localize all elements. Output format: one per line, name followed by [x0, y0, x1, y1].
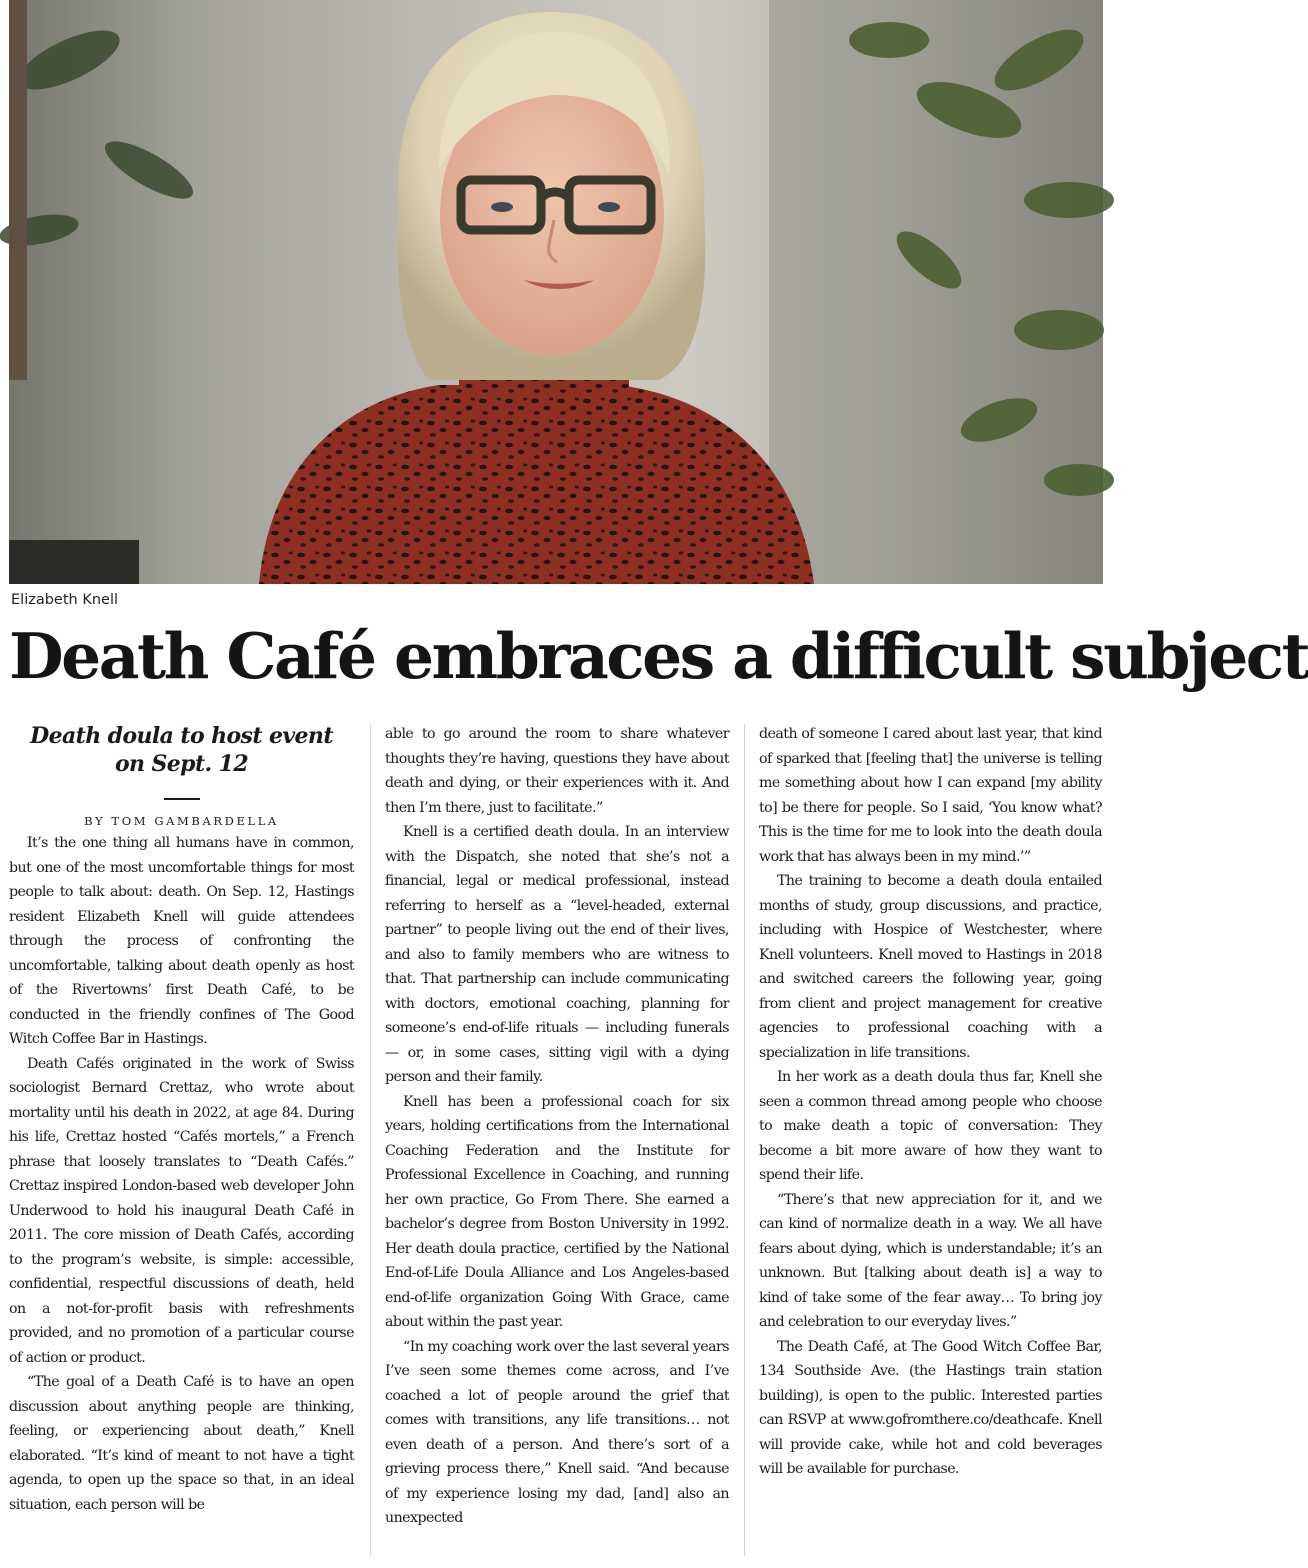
byline: BY TOM GAMBARDELLA: [84, 814, 279, 828]
article-paragraph: Knell is a certified death doula. In an interview with the Dispatch, she noted that she’s not a financial, legal or medical professional, instead referring to herself as a “level-headed, external partner” to people living out the end of their lives, and also to family members who are witness to that. That partnership can include communicating with doctors, emotional coaching, planning for someone’s end-of-life rituals — including funerals — or, in some cases, sitting vigil with a dying person and their family.: [385, 824, 729, 1085]
column-divider: [370, 724, 371, 1556]
article-column-2: [385, 722, 729, 1531]
article-paragraph: able to go around the room to share whatever thoughts they’re having, questions they have about death and dying, or their experiences with it. And then I’m there, just to facilitate.”: [385, 726, 729, 816]
portrait-illustration: [9, 0, 1103, 584]
article-column-1: [9, 722, 354, 1517]
article-paragraph: The training to become a death doula entailed months of study, group discussions, and practice, including with Hospice of Westchester, where Knell volunteers. Knell moved to Hastings in 2018 and switched careers the following year, going from client and project management for creative agencies to professional coaching with a specialization in life transitions.: [759, 873, 1102, 1061]
article-paragraph: It’s the one thing all humans have in common, but one of the most uncomfortable things for most people to talk about: death. On Sep. 12, Hastings resident Elizabeth Knell will guide attendees through the process of confronting the uncomfortable, talking about death openly as host of the Rivertowns’ first Death Café, to be conducted in the friendly confines of The Good Witch Coffee Bar in Hastings.: [9, 835, 354, 1047]
article-paragraph: Death Cafés originated in the work of Swiss sociologist Bernard Crettaz, who wrote about mortality until his death in 2022, at age 84. During his life, Crettaz hosted “Cafés mortels,” a French phrase that loosely translates to “Death Cafés.” Crettaz inspired London-based web developer John Underwood to hold his inaugural Death Café in 2011. The core mission of Death Cafés, according to the program’s website, is simple: accessible, confidential, respectful discussions of death, held on a not-for-profit basis with refreshments provided, and no promotion of a particular course of action or product.: [9, 1055, 354, 1366]
article-paragraph: Knell has been a professional coach for six years, holding certifications from the International Coaching Federation and the Institute for Professional Excellence in Coaching, and running her own practice, Go From There. She earned a bachelor’s degree from Boston University in 1992. Her death doula practice, certified by the National End-of-Life Doula Alliance and Los Angeles-based end-of-life organization Going With Grace, came about within the past year.: [385, 1093, 729, 1330]
article-paragraph: In her work as a death doula thus far, Knell she seen a common thread among people who choose to make death a topic of conversation: They become a bit more aware of how they want to spend their life.: [759, 1069, 1102, 1183]
deck-subheadline: Death doula to host event on Sept. 12: [30, 723, 333, 777]
headline: Death Café embraces a difficult subject: [9, 619, 1308, 693]
article-paragraph: death of someone I cared about last year, that kind of sparked that [feeling that] the universe is telling me something about how I can expand [my ability to] be there for people. So I said, ‘You know what? This is the time for me to look into the death doula work that has always been in my mind.’”: [759, 726, 1102, 865]
divider: [164, 798, 200, 800]
photo-caption: Elizabeth Knell: [11, 592, 119, 608]
column-divider: [744, 724, 745, 1556]
portrait-photo: [9, 0, 1103, 584]
article-column-3: [759, 722, 1102, 1482]
article-paragraph: “In my coaching work over the last several years I’ve seen some themes come across, and I’ve coached a lot of people around the grief that comes with transitions, any life transitions… not even death of a person. And there’s sort of a grieving process there,” Knell said. “And because of my experience losing my dad, [and] also an unexpected: [385, 1338, 729, 1526]
article-paragraph: The Death Café, at The Good Witch Coffee Bar, 134 Southside Ave. (the Hastings train station building), is open to the public. Interested parties can RSVP at www.gofromthere.co/deathcafe. Knell will provide cake, while hot and cold beverages will be available for purchase.: [759, 1338, 1102, 1477]
article-paragraph: “There’s that new appreciation for it, and we can kind of normalize death in a way. We all have fears about dying, which is understandable; it’s an unknown. But [talking about death is] a way to kind of take some of the fear away… To bring joy and celebration to our everyday lives.”: [759, 1191, 1102, 1330]
article-paragraph: “The goal of a Death Café is to have an open discussion about anything people are thinking, feeling, or experiencing about death,” Knell elaborated. “It’s kind of meant to not have a tight agenda, to open up the space so that, in an ideal situation, each person will be: [9, 1374, 354, 1513]
